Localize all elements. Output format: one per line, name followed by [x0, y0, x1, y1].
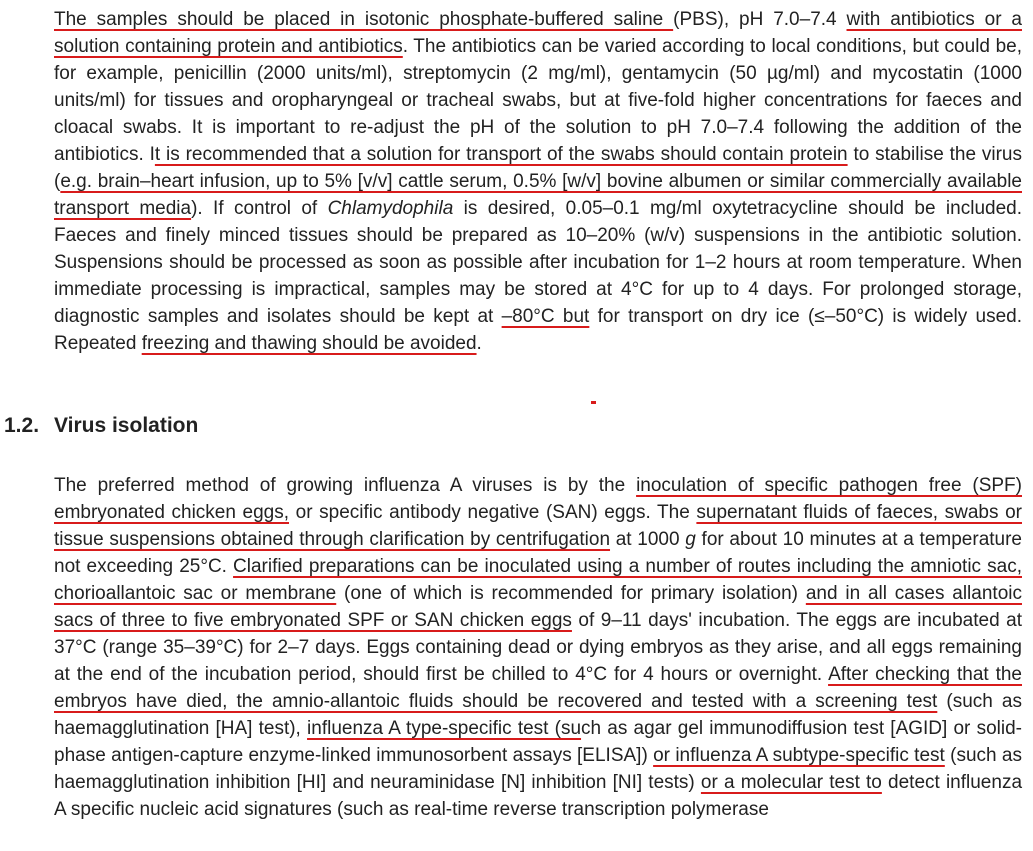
underlined-text: with antibiotics or a solution containing protein and antibiotics [54, 9, 1022, 57]
section-heading [4, 414, 198, 438]
italic-text: g [685, 529, 696, 550]
text-run: ). If control of [191, 198, 328, 219]
underlined-text: e.g. brain–heart infusion, up to 5% [v/v] cattle serum, 0.5% [w/v] bovine albumen or similar commercially available transport media [54, 171, 1022, 219]
italic-text: Chlamydophila [327, 198, 454, 219]
paragraph-sample-handling [54, 6, 1022, 357]
underlined-text: influenza A type-specific test (su [307, 718, 582, 739]
text-run: is desired, 0.05–0.1 mg/ml oxytetracycline should be included. Faeces and finely minced tissues should be prepared as 10–20% (w/v) suspensions in the antibiotic solution. Suspensions should be processed as soon as possible after incubation for 1–2 hours at room temperature. When immediate processing is impractical, samples may be stored at 4°C for up to 4 days. For prolonged storage, diagnostic samples and isolates should be kept at [54, 198, 1022, 327]
text-run: (PBS), pH 7.0–7.4 [673, 9, 847, 30]
underlined-text: or a molecular test to [700, 772, 882, 793]
text-run: detect influenza A specific nucleic acid signatures (such as real-time reverse transcription polymerase [54, 772, 1023, 820]
underlined-text: and in all cases allantoic sacs of three to five embryonated SPF or SAN chicken eggs [54, 583, 1022, 631]
text-run: to stabilise the virus ( [54, 144, 1022, 192]
underlined-text: supernatant fluids of faeces, swabs or tissue suspensions obtained through clarification by centrifugation [54, 502, 1022, 550]
section-number: 1.2. [4, 414, 40, 437]
underlined-text: inoculation of specific pathogen free (SPF) embryonated chicken eggs, [54, 475, 1022, 523]
text-run: for transport on dry ice (≤–50°C) is widely used. Repeated [54, 306, 1022, 354]
text-run: for about 10 minutes at a temperature not exceeding 25°C. [54, 529, 1023, 577]
underlined-text: freezing and thawing should be avoided [141, 333, 477, 354]
text-run: (such as haemagglutination [HA] test), [54, 691, 1022, 739]
text-run: . [476, 333, 482, 354]
text-run: (one of which is recommended for primary isolation) [336, 583, 806, 604]
text-run: . The antibiotics can be varied according to local conditions, but could be, for example, penicillin (2000 units/ml), streptomycin (2 mg/ml), gentamycin (50 µg/ml) and mycostatin (1000 units/ml) for tissues and oropharyngeal or tracheal swabs, but at five-fold higher concentrations for faeces and cloacal swabs. It is important to re-adjust the pH of the solution to pH 7.0–7.4 following the addition of the antibiotics. I [54, 36, 1022, 165]
text-run: or specific antibody negative (SAN) eggs. The [289, 502, 697, 523]
underlined-text: Clarified preparations can be inoculated using a number of routes including the amniotic sac, chorioallantoic sac or membrane [54, 556, 1022, 604]
paragraph-virus-isolation [54, 472, 1022, 823]
red-mark [591, 401, 596, 404]
underlined-text: After checking that the embryos have died, the amnio-allantoic fluids should be recovered and tested with a screening test [54, 664, 1022, 712]
underlined-text: The samples should be placed in isotonic phosphate-buffered saline [54, 9, 674, 30]
text-run: at 1000 [610, 529, 686, 550]
underlined-text: t is recommended that a solution for transport of the swabs should contain protein [154, 144, 848, 165]
text-run: (such as haemagglutination inhibition [HI] and neuraminidase [N] inhibition [NI] tests) [54, 745, 1022, 793]
text-run: of 9–11 days' incubation. The eggs are incubated at 37°C (range 35–39°C) for 2–7 days. Eggs containing dead or dying embryos as they arise, and all eggs remaining at the end of the incubation period, should first be chilled to 4°C for 4 hours or overnight. [54, 610, 1022, 685]
underlined-text: or influenza A subtype-specific test [653, 745, 945, 766]
text-run: The preferred method of growing influenza A viruses is by the [54, 475, 637, 496]
underlined-text: –80°C but [501, 306, 590, 327]
section-title: Virus isolation [54, 414, 199, 437]
text-run: ch as agar gel immunodiffusion test [AGID] or solid-phase antigen-capture enzyme-linked immunosorbent assays [ELISA]) [54, 718, 1022, 766]
